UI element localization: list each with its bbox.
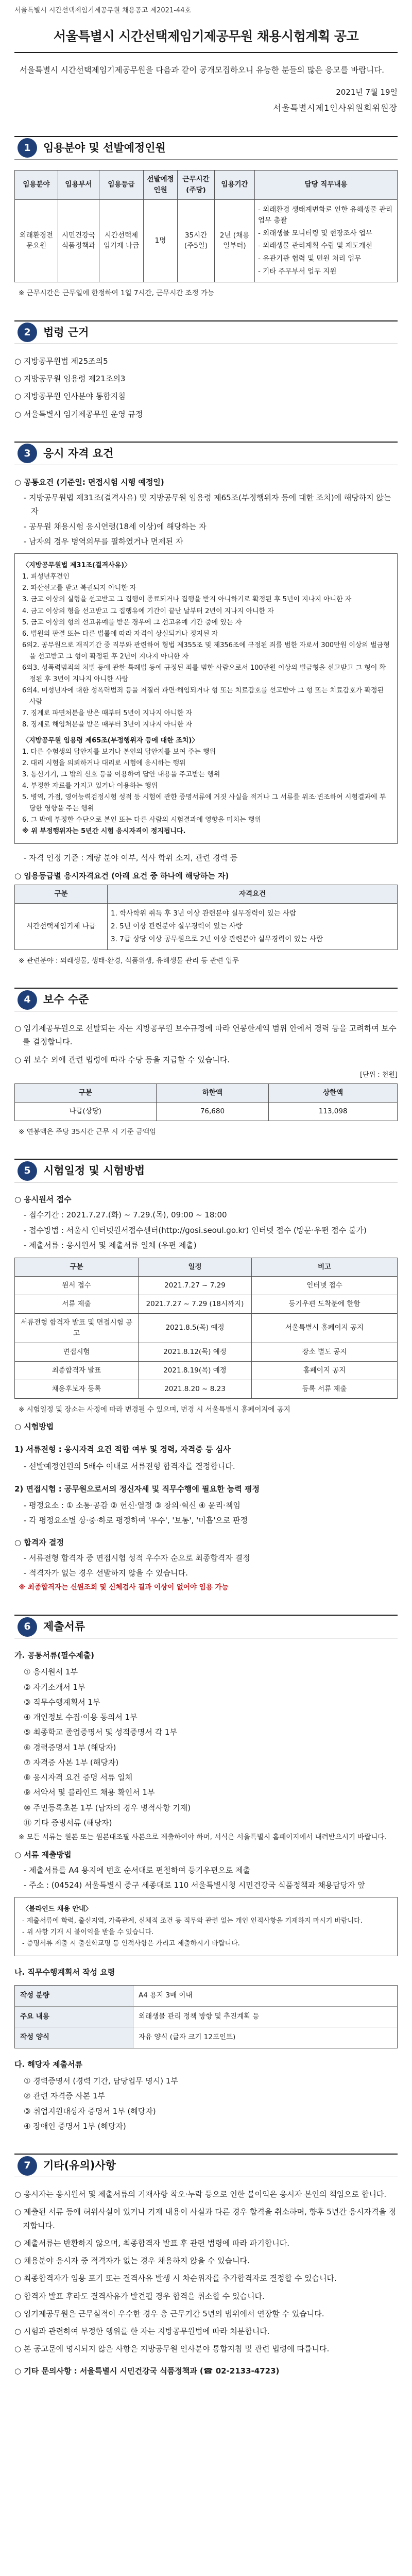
result-title: ○ 합격자 결정 <box>14 1537 64 1547</box>
cheat-item: 4. 부정한 자료를 가지고 있거나 이용하는 행위 <box>22 782 158 790</box>
plan-row <box>15 2007 397 2028</box>
law-item: ○ 지방공무원법 제25조의5 <box>14 356 108 366</box>
cell-count: 1명 <box>144 199 178 282</box>
cell-date: 2021.8.5(목) 예정 <box>139 1313 252 1343</box>
law-item: ○ 지방공무원 인사분야 통합지침 <box>14 392 126 401</box>
section-6-header <box>14 1615 398 1638</box>
doc-item: ⑩ 주민등록초본 1부 (남자의 경우 병적사항 기재) <box>24 1803 191 1812</box>
section-number: 3 <box>18 444 37 463</box>
cell-note: 홈페이지 공지 <box>252 1361 398 1380</box>
qualify-common-item: - 남자의 경우 병역의무를 필하였거나 면제된 자 <box>24 536 183 546</box>
etc-item: ○ 최종합격자가 임용 포기 또는 결격사유 발생 시 차순위자를 추가합격자로 결정할 수 있습니다. <box>14 2274 337 2283</box>
etc-item: ○ 임기제공무원은 근무실적이 우수한 경우 총 근무기간 5년의 범위에서 연장할 수 있습니다. <box>14 2309 324 2318</box>
cell-stage: 서류 제출 <box>15 1295 139 1314</box>
col-header: 일정 <box>139 1258 252 1277</box>
cell-field: 외래환경전문요원 <box>15 199 58 282</box>
disq-item: 6. 법원의 판결 또는 다른 법률에 따라 자격이 상실되거나 정지된 자 <box>22 630 218 638</box>
table-row <box>15 1295 398 1314</box>
announcement-date: 2021년 7월 19일 <box>336 87 398 97</box>
apply-item: - 제출서류 : 응시원서 및 제출서류 일체 (우편 제출) <box>24 1240 197 1250</box>
docs-common-note: ※ 모든 서류는 원본 또는 원본대조필 사본으로 제출하여야 하며, 서식은 서울특별시 홈페이지에서 내려받으시기 바랍니다. <box>19 1833 387 1842</box>
cheat-item: 6. 그 밖에 부정한 수단으로 본인 또는 다른 사람의 시험결과에 영향을 미치는 행위 <box>22 816 261 824</box>
col-header: 임용기간 <box>215 170 255 199</box>
col-header: 임용분야 <box>15 170 58 199</box>
document-meta: 서울특별시 시간선택제임기제공무원 채용공고 제2021-44호 <box>14 7 191 14</box>
cell-duties <box>255 199 398 282</box>
cell-stage: 면접시험 <box>15 1343 139 1361</box>
cell-dept: 시민건강국 식품정책과 <box>58 199 99 282</box>
cell-note: 등록 서류 제출 <box>252 1380 398 1398</box>
qualify-common-item: - 공무원 채용시험 응시연령(18세 이상)에 해당하는 자 <box>24 521 207 531</box>
blind-box-title: 〈블라인드 채용 안내〉 <box>22 1905 92 1913</box>
cell-note: 인터넷 접수 <box>252 1277 398 1295</box>
cell-requirements <box>108 903 398 950</box>
qualify-table <box>14 885 398 950</box>
method-step-1: 1) 서류전형 : 응시자격 요건 적합 여부 및 경력, 자격증 등 심사 <box>14 1445 231 1454</box>
result-item: - 서류전형 합격자 중 면접시험 성적 우수자 순으로 최종합격자 결정 <box>24 1553 250 1563</box>
disq-item: 1. 피성년후견인 <box>22 573 70 581</box>
section-title: 기타(유의)사항 <box>43 2159 116 2172</box>
qualify-common-item: - 지방공무원법 제31조(결격사유) 및 지방공무원 임용령 제65조(부정행위자 등에 대한 조치)에 해당하지 않는 자 <box>24 493 391 516</box>
col-header: 선발예정인원 <box>144 170 178 199</box>
plan-value: 자유 양식 (글자 크기 12포인트) <box>139 2033 236 2042</box>
disq-item: 4. 금고 이상의 형을 선고받고 그 집행유예 기간이 끝난 날부터 2년이 지나지 아니한 자 <box>22 607 274 615</box>
plan-key: 주요 내용 <box>15 2007 133 2027</box>
section-title: 제출서류 <box>43 1620 85 1633</box>
cell-date: 2021.7.27 ~ 7.29 (18시까지) <box>139 1295 252 1314</box>
section-number: 2 <box>18 323 37 342</box>
doc-item: ⑦ 자격증 사본 1부 (해당자) <box>24 1757 119 1767</box>
section-number: 6 <box>18 1617 37 1637</box>
disqualification-box <box>14 553 398 844</box>
doc-item: ④ 개인정보 수집·이용 동의서 1부 <box>24 1713 138 1722</box>
law-item: ○ 지방공무원 임용령 제21조의3 <box>14 374 126 384</box>
requirement-item: 2. 5년 이상 관련분야 실무경력이 있는 사람 <box>111 922 243 930</box>
table-row <box>15 1313 398 1343</box>
cell-stage: 최종합격자 발표 <box>15 1361 139 1380</box>
duty-item: - 기타 주무부서 업무 지원 <box>258 267 337 276</box>
etc-item: ○ 응시자는 응시원서 및 제출서류의 기재사항 착오·누락 등으로 인한 불이익은 응시자 본인의 책임으로 합니다. <box>14 2190 387 2199</box>
table-row <box>15 903 398 950</box>
section-title: 응시 자격 요건 <box>43 447 114 460</box>
disq-item: 6의2. 공무원으로 재직기간 중 직무와 관련하여 형법 제355조 및 제356조에 규정된 죄를 범한 자로서 300만원 이상의 벌금형을 선고받고 그 형이 확정된 후 2년이 지나지 아니한 자 <box>22 641 390 660</box>
disq-item: 2. 파산선고를 받고 복권되지 아니한 자 <box>22 584 136 592</box>
doc-item: ① 응시원서 1부 <box>24 1667 78 1677</box>
col-header: 비고 <box>252 1258 398 1277</box>
cell-date: 2021.8.12(목) 예정 <box>139 1343 252 1361</box>
disq-item: 6의3. 성폭력범죄의 처벌 등에 관한 특례법 등에 규정된 죄를 범한 사람으로서 100만원 이상의 벌금형을 선고받고 그 형이 확정된 후 3년이 지나지 아니한 사람 <box>22 664 386 684</box>
blind-box-line: - 제출서류에 학력, 출신지역, 가족관계, 신체적 조건 등 직무와 관련 없는 개인 인적사항을 기재하지 마시기 바랍니다. <box>22 1917 363 1925</box>
table-row <box>15 1277 398 1295</box>
requirement-item: 3. 7급 상당 이상 공무원으로 2년 이상 관련분야 실무경력이 있는 사람 <box>111 935 323 943</box>
duty-item: - 외래생물 관리계획 수립 및 제도개선 <box>258 242 372 250</box>
section-number: 4 <box>18 990 37 1010</box>
doc-item: ② 자기소개서 1부 <box>24 1682 85 1692</box>
etc-item: ○ 채용분야 응시자 중 적격자가 없는 경우 채용하지 않을 수 있습니다. <box>14 2256 250 2266</box>
docs-common-title: 가. 공통서류(필수제출) <box>14 1651 95 1660</box>
duty-item: - 유관기관 협력 및 민원 처리 업무 <box>258 255 362 263</box>
table-row <box>15 1380 398 1398</box>
etc-item: ○ 본 공고문에 명시되지 않은 사항은 지방공무원 인사분야 통합지침 및 관련 법령에 따릅니다. <box>14 2344 330 2354</box>
blind-box-line: - 증명서류 제출 시 출신학교명 등 인적사항은 가리고 제출하시기 바랍니다. <box>22 1939 240 1947</box>
section-4-header <box>14 988 398 1011</box>
schedule-note: ※ 시험일정 및 장소는 사정에 따라 변경될 수 있으며, 변경 시 서울특별시 홈페이지에 공지 <box>19 1405 290 1414</box>
disq-item: 5. 금고 이상의 형의 선고유예를 받은 경우에 그 선고유예 기간 중에 있는 자 <box>22 618 242 626</box>
important-note: ※ 최종합격자는 신원조회 및 신체검사 결과 이상이 없어야 임용 가능 <box>19 1583 229 1592</box>
method-step-2-detail: - 평정요소 : ① 소통·공감 ② 헌신·열정 ③ 창의·혁신 ④ 윤리·책임 <box>24 1501 241 1511</box>
cell-note: 장소 별도 공지 <box>252 1343 398 1361</box>
document-title: 서울특별시 시간선택제임기제공무원 채용시험계획 공고 <box>14 25 398 53</box>
method-step-2-detail: - 각 평정요소별 상·중·하로 평정하여 '우수', '보통', '미흡'으로 판정 <box>24 1516 248 1526</box>
section-3-header <box>14 442 398 465</box>
method-step-1-detail: - 선발예정인원의 5배수 이내로 서류전형 합격자를 결정합니다. <box>24 1461 235 1471</box>
disq-item: 3. 금고 이상의 실형을 선고받고 그 집행이 종료되거나 집행을 받지 아니하기로 확정된 후 5년이 지나지 아니한 자 <box>22 596 352 604</box>
method-title: ○ 시험방법 <box>14 1422 54 1432</box>
addl-doc-item: ③ 취업지원대상자 증명서 1부 (해당자) <box>24 2106 156 2116</box>
etc-item: ○ 제출서류는 반환하지 않으며, 최종합격자 발표 후 관련 법령에 따라 파기합니다. <box>14 2238 289 2248</box>
plan-key: 작성 양식 <box>15 2027 133 2048</box>
qualify-common-title: ○ 공통요건 (기준일: 면접시험 시행 예정일) <box>14 477 164 487</box>
cell-date: 2021.8.20 ~ 8.23 <box>139 1380 252 1398</box>
etc-item: ○ 제출된 서류 등에 허위사실이 있거나 기재 내용이 사실과 다른 경우 합격을 취소하며, 향후 5년간 응시자격을 정지합니다. <box>14 2207 397 2230</box>
cell-stage: 원서 접수 <box>15 1277 139 1295</box>
doc-item: ⑥ 경력증명서 1부 (해당자) <box>24 1742 116 1752</box>
col-header: 구분 <box>15 1083 157 1102</box>
table-row <box>15 1361 398 1380</box>
submit-title: ○ 서류 제출방법 <box>14 1850 72 1859</box>
plan-table <box>14 1985 398 2048</box>
section-1-header <box>14 136 398 160</box>
blind-box-line: - 위 사항 기재 시 불이익을 받을 수 있습니다. <box>22 1928 154 1936</box>
addl-doc-item: ① 경력증명서 (경력 기간, 담당업무 명시) 1부 <box>24 2076 178 2086</box>
apply-item: - 접수기간 : 2021.7.27.(화) ~ 7.29.(목), 09:00 ~ 18:00 <box>24 1210 227 1220</box>
pay-paragraph: ○ 위 보수 외에 관련 법령에 따라 수당 등을 지급할 수 있습니다. <box>14 1055 230 1064</box>
pay-note: ※ 연봉액은 주당 35시간 근무 시 기준 금액임 <box>19 1127 157 1136</box>
duty-item: - 외래환경 생태계변화로 인한 유해생물 관리업무 총괄 <box>258 205 393 225</box>
issuer-name: 서울특별시제1인사위원회위원장 <box>273 103 398 113</box>
method-step-2: 2) 면접시험 : 공무원으로서의 정신자세 및 직무수행에 필요한 능력 평정 <box>14 1484 260 1494</box>
qualify-note: - 자격 인정 기준 : 계량 분야 여부, 석사 학위 소지, 관련 경력 등 <box>24 853 238 863</box>
schedule-table <box>14 1258 398 1398</box>
section-number: 1 <box>18 138 37 158</box>
pay-paragraph: ○ 임기제공무원으로 선발되는 자는 지방공무원 보수규정에 따라 연봉한계액 범위 안에서 경력 등을 고려하여 보수를 결정합니다. <box>14 1024 397 1047</box>
cheat-item: 2. 대리 시험을 의뢰하거나 대리로 시험에 응시하는 행위 <box>22 759 186 767</box>
cell-hours: 35시간 (주5일) <box>178 199 215 282</box>
cell-note: 등기우편 도착분에 한함 <box>252 1295 398 1314</box>
cell-grade: 나급(상당) <box>15 1102 157 1121</box>
doc-item: ⑧ 응시자격 요건 증명 서류 일체 <box>24 1773 133 1783</box>
blind-recruit-box <box>14 1897 398 1956</box>
intro-paragraph: 서울특별시 시간선택제임기제공무원을 다음과 같이 공개모집하오니 유능한 분들의 많은 응모를 바랍니다. <box>20 65 385 75</box>
disq-item: 6의4. 미성년자에 대한 성폭력범죄 등을 저질러 파면·해임되거나 형 또는 치료감호를 선고받아 그 형 또는 치료감호가 확정된 사람 <box>22 687 384 706</box>
qualify-specific-title: ○ 임용등급별 응시자격요건 (아래 요건 중 하나에 해당하는 자) <box>14 871 229 880</box>
cheat-item: 5. 병역, 가점, 영어능력검정시험 성적 등 시험에 관한 증명서류에 거짓 사실을 적거나 그 서류를 위조·변조하여 시험결과에 부당한 영향을 주는 행위 <box>22 793 386 813</box>
apply-item: - 접수방법 : 서울시 인터넷원서접수센터(http://gosi.seoul.go.kr) 인터넷 접수 (방문·우편 접수 불가) <box>24 1225 367 1235</box>
cell-stage: 채용후보자 등록 <box>15 1380 139 1398</box>
disq-title: 〈지방공무원법 제31조(결격사유)〉 <box>22 562 131 570</box>
cell-grade: 시간선택제임기제 나급 <box>15 903 108 950</box>
cheat-title: 〈지방공무원 임용령 제65조(부정행위자 등에 대한 조치)〉 <box>22 736 199 744</box>
pay-table-unit: [단위 : 천원] <box>359 1071 398 1079</box>
addl-doc-item: ④ 장애인 증명서 1부 (해당자) <box>24 2121 126 2131</box>
cell-stage: 서류전형 합격자 발표 및 면접시험 공고 <box>15 1313 139 1343</box>
section-title: 법령 근거 <box>43 326 89 338</box>
disq-item: 8. 징계로 해임처분을 받은 때부터 3년이 지나지 아니한 자 <box>22 721 193 729</box>
section-2-header <box>14 320 398 344</box>
col-header: 하한액 <box>156 1083 269 1102</box>
plan-row <box>15 1986 397 2007</box>
cell-period: 2년 (채용일부터) <box>215 199 255 282</box>
addl-docs-title: 다. 해당자 제출서류 <box>14 2059 83 2069</box>
duty-item: - 외래생물 모니터링 및 현장조사 업무 <box>258 229 372 238</box>
table-row <box>15 1102 398 1121</box>
plan-value: 외래생물 관리 정책 방향 및 추진계획 등 <box>139 2012 260 2021</box>
section-title: 임용분야 및 선발예정인원 <box>43 142 166 154</box>
recruit-footnote: ※ 근무시간은 근무일에 한정하여 1일 7시간, 근무시간 조정 가능 <box>19 289 215 298</box>
apply-title: ○ 응시원서 접수 <box>14 1195 72 1205</box>
col-header: 구분 <box>15 885 108 903</box>
col-header: 임용부서 <box>58 170 99 199</box>
plan-key: 작성 분량 <box>15 1986 133 2006</box>
etc-item: ○ 시험과 관련하여 부정한 행위를 한 자는 지방공무원법에 따라 처분합니다. <box>14 2327 270 2336</box>
cheat-item: 3. 통신기기, 그 밖의 신호 등을 이용하여 답안 내용을 주고받는 행위 <box>22 770 220 778</box>
submit-address: - 주소 : (04524) 서울특별시 중구 세종대로 110 서울특별시청 시민건강국 식품정책과 채용담당자 앞 <box>24 1880 365 1890</box>
plan-value: A4 용지 3매 이내 <box>139 1991 193 2000</box>
cell-note: 서울특별시 홈페이지 공지 <box>252 1313 398 1343</box>
plan-title: 나. 직무수행계획서 작성 요령 <box>14 1967 115 1977</box>
col-header: 임용등급 <box>99 170 144 199</box>
col-header: 구분 <box>15 1258 139 1277</box>
requirement-item: 1. 학사학위 취득 후 3년 이상 관련분야 실무경력이 있는 사람 <box>111 909 297 918</box>
pay-table <box>14 1083 398 1121</box>
col-header: 자격요건 <box>108 885 398 903</box>
submit-method: - 제출서류를 A4 용지에 번호 순서대로 편철하여 등기우편으로 제출 <box>24 1865 251 1875</box>
contact-info: ○ 기타 문의사항 : 서울특별시 시민건강국 식품정책과 (☎ 02-2133-4723) <box>14 2366 280 2376</box>
table-row <box>15 199 398 282</box>
result-item: - 적격자가 없는 경우 선발하지 않을 수 있습니다. <box>24 1568 188 1578</box>
section-number: 7 <box>18 2156 37 2176</box>
doc-item: ⑨ 서약서 및 블라인드 채용 확인서 1부 <box>24 1788 155 1798</box>
cell-min-pay: 76,680 <box>156 1102 269 1121</box>
plan-row <box>15 2027 397 2048</box>
section-7-header <box>14 2154 398 2177</box>
disq-item: 7. 징계로 파면처분을 받은 때부터 5년이 지나지 아니한 자 <box>22 709 193 718</box>
qualify-specific-note: ※ 관련분야 : 외래생물, 생태·환경, 식품위생, 유해생물 관리 등 관련 업무 <box>19 956 239 965</box>
cell-max-pay: 113,098 <box>269 1102 398 1121</box>
etc-item: ○ 합격자 발표 후라도 결격사유가 발견될 경우 합격을 취소할 수 있습니다. <box>14 2291 265 2301</box>
table-row <box>15 1343 398 1361</box>
law-item: ○ 서울특별시 임기제공무원 운영 규정 <box>14 409 143 419</box>
section-title: 보수 수준 <box>43 993 89 1006</box>
section-title: 시험일정 및 시험방법 <box>43 1164 145 1177</box>
doc-item: ⑪ 기타 증빙서류 (해당자) <box>24 1818 112 1827</box>
cell-date: 2021.7.27 ~ 7.29 <box>139 1277 252 1295</box>
section-5-header <box>14 1159 398 1182</box>
cheat-item: 1. 다른 수험생의 답안지를 보거나 본인의 답안지를 보여 주는 행위 <box>22 748 216 756</box>
recruit-table <box>14 170 398 282</box>
col-header: 담당 직무내용 <box>255 170 398 199</box>
doc-item: ③ 직무수행계획서 1부 <box>24 1697 100 1707</box>
cell-date: 2021.8.19(목) 예정 <box>139 1361 252 1380</box>
cheat-note: ※ 위 부정행위자는 5년간 시험 응시자격이 정지됩니다. <box>22 827 186 836</box>
col-header: 상한액 <box>269 1083 398 1102</box>
section-number: 5 <box>18 1161 37 1181</box>
addl-doc-item: ② 관련 자격증 사본 1부 <box>24 2091 105 2101</box>
doc-item: ⑤ 최종학교 졸업증명서 및 성적증명서 각 1부 <box>24 1727 177 1737</box>
cell-grade: 시간선택제임기제 나급 <box>99 199 144 282</box>
col-header: 근무시간(주당) <box>178 170 215 199</box>
